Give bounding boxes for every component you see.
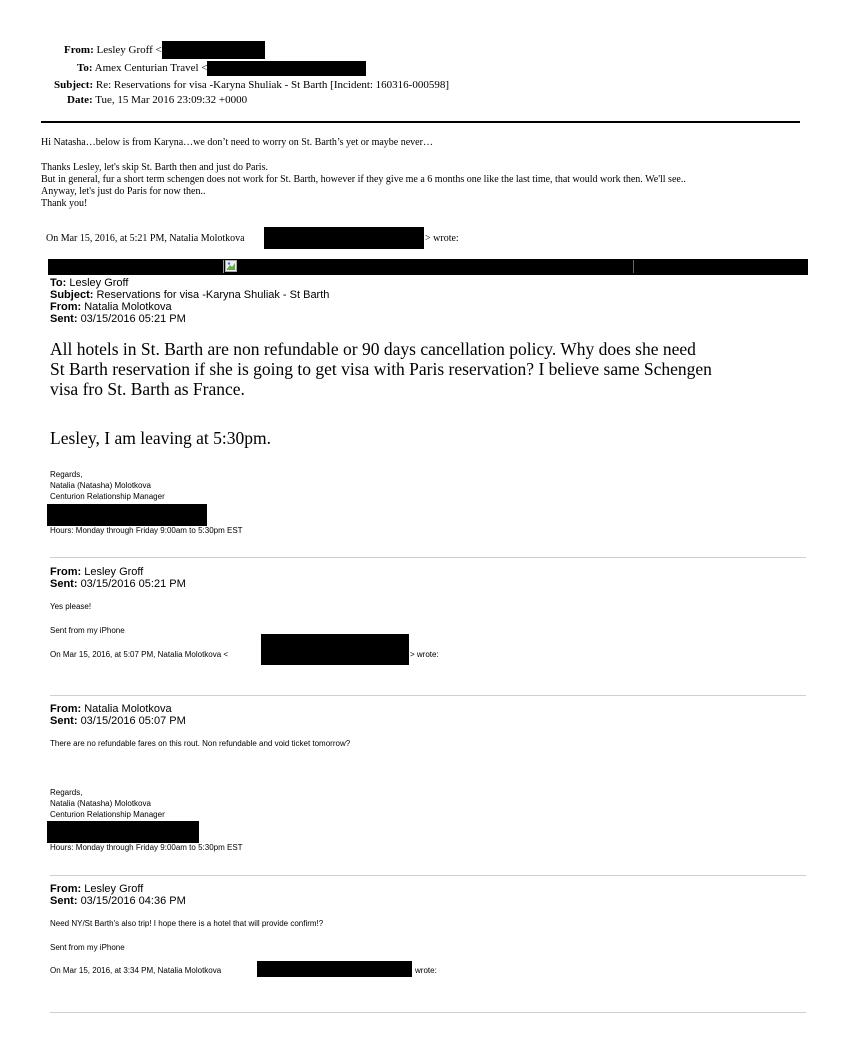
- header-from-label: From:: [64, 44, 94, 56]
- broken-image: [223, 260, 634, 273]
- msg3-body-line: There are no refundable fares on this rout. Non refundable and void ticket tomorrow?: [50, 739, 351, 748]
- reply-quote-suffix: > wrote:: [425, 233, 459, 244]
- msg2-body-line: Yes please!: [50, 602, 92, 611]
- message-divider: [50, 695, 806, 696]
- msg4-from-value: Lesley Groff: [84, 883, 144, 895]
- msg1-from-label: From:: [50, 301, 82, 313]
- header-from-row: [64, 44, 162, 56]
- header-to-row: [77, 62, 208, 74]
- redaction-bar: [261, 634, 409, 665]
- reply-line: But in general, fur a short term schengen does not work for St. Barth, however if they give me a 6 months one like the last time, that would work then. We'll see..: [41, 174, 686, 185]
- msg1-body-line: St Barth reservation if she is going to get visa with Paris reservation? I believe same Schengen: [50, 359, 712, 379]
- redaction-bar: [47, 821, 199, 843]
- msg1-hours: Hours: Monday through Friday 9:00am to 5:30pm EST: [50, 526, 243, 535]
- msg3-signature-line: Natalia (Natasha) Molotkova: [50, 799, 151, 808]
- msg2-from-value: Lesley Groff: [84, 566, 144, 578]
- msg3-from-value: Natalia Molotkova: [84, 703, 172, 715]
- msg1-signature-line: Regards,: [50, 470, 83, 479]
- msg4-quote-suffix: wrote:: [415, 966, 437, 975]
- redaction-bar: [257, 961, 412, 977]
- message-divider: [50, 557, 806, 558]
- header-to-label: To:: [77, 62, 93, 74]
- header-date-value: Tue, 15 Mar 2016 23:09:32 +0000: [95, 94, 248, 106]
- redaction-bar: [207, 61, 366, 76]
- msg4-from-row: [50, 883, 143, 895]
- msg3-hours: Hours: Monday through Friday 9:00am to 5:30pm EST: [50, 843, 243, 852]
- msg2-sent-label: Sent:: [50, 578, 78, 590]
- header-subject-row: [54, 79, 449, 91]
- redaction-bar: [264, 227, 424, 249]
- msg4-sent-value: 03/15/2016 04:36 PM: [80, 895, 186, 907]
- msg3-signature-line: Regards,: [50, 788, 83, 797]
- msg1-from-row: [50, 301, 172, 313]
- reply-line: Thank you!: [41, 198, 88, 209]
- msg3-sent-row: [50, 715, 186, 727]
- header-to-value: Amex Centurian Travel <: [94, 62, 208, 74]
- reply-line: Hi Natasha…below is from Karyna…we don’t need to worry on St. Barth’s yet or maybe never…: [41, 137, 433, 148]
- msg2-quote-suffix: > wrote:: [410, 650, 439, 659]
- msg4-body-line: Sent from my iPhone: [50, 943, 125, 952]
- reply-line: Anyway, let's just do Paris for now then..: [41, 186, 206, 197]
- msg1-body-line: Lesley, I am leaving at 5:30pm.: [50, 428, 271, 448]
- broken-image-icon: [225, 260, 237, 272]
- msg1-sent-value: 03/15/2016 05:21 PM: [80, 313, 186, 325]
- msg1-subject-value: Reservations for visa -Karyna Shuliak - St Barth: [96, 289, 330, 301]
- msg2-body-line: Sent from my iPhone: [50, 626, 125, 635]
- msg2-sent-value: 03/15/2016 05:21 PM: [80, 578, 186, 590]
- msg4-sent-label: Sent:: [50, 895, 78, 907]
- header-date-label: Date:: [67, 94, 93, 106]
- msg1-subject-row: [50, 289, 329, 301]
- msg4-from-label: From:: [50, 883, 82, 895]
- msg2-from-label: From:: [50, 566, 82, 578]
- msg1-signature-line: Natalia (Natasha) Molotkova: [50, 481, 151, 490]
- msg1-subject-label: Subject:: [50, 289, 94, 301]
- msg2-sent-row: [50, 578, 186, 590]
- message-divider: [50, 875, 806, 876]
- msg1-to-label: To:: [50, 277, 67, 289]
- msg2-quote-prefix: On Mar 15, 2016, at 5:07 PM, Natalia Molotkova <: [50, 650, 229, 659]
- header-subject-value: Re: Reservations for visa -Karyna Shuliak - St Barth [Incident: 160316-000598]: [95, 79, 450, 91]
- msg2-from-row: [50, 566, 143, 578]
- msg1-body-line: All hotels in St. Barth are non refundable or 90 days cancellation policy. Why does she need: [50, 339, 696, 359]
- msg4-sent-row: [50, 895, 186, 907]
- redaction-bar: [47, 504, 207, 526]
- msg1-signature-line: Centurion Relationship Manager: [50, 492, 165, 501]
- msg3-from-row: [50, 703, 172, 715]
- redaction-bar: [162, 41, 265, 59]
- header-date-row: [67, 94, 247, 106]
- msg3-sent-value: 03/15/2016 05:07 PM: [80, 715, 186, 727]
- msg3-sent-label: Sent:: [50, 715, 78, 727]
- msg1-sent-row: [50, 313, 186, 325]
- msg1-from-value: Natalia Molotkova: [84, 301, 172, 313]
- msg1-body-line: visa fro St. Barth as France.: [50, 379, 245, 399]
- msg1-sent-label: Sent:: [50, 313, 78, 325]
- msg4-quote-prefix: On Mar 15, 2016, at 3:34 PM, Natalia Molotkova: [50, 966, 222, 975]
- msg3-from-label: From:: [50, 703, 82, 715]
- msg3-signature-line: Centurion Relationship Manager: [50, 810, 165, 819]
- reply-line: Thanks Lesley, let's skip St. Barth then and just do Paris.: [41, 162, 268, 173]
- message-divider: [50, 1012, 806, 1013]
- header-subject-label: Subject:: [54, 79, 94, 91]
- msg4-body-line: Need NY/St Barth's also trip! I hope there is a hotel that will provide confirm!?: [50, 919, 324, 928]
- msg1-to-value: Lesley Groff: [69, 277, 129, 289]
- header-divider: [41, 121, 800, 123]
- header-from-value: Lesley Groff <: [96, 44, 162, 56]
- msg1-to-row: [50, 277, 128, 289]
- reply-quote-prefix: On Mar 15, 2016, at 5:21 PM, Natalia Molotkova: [46, 233, 245, 244]
